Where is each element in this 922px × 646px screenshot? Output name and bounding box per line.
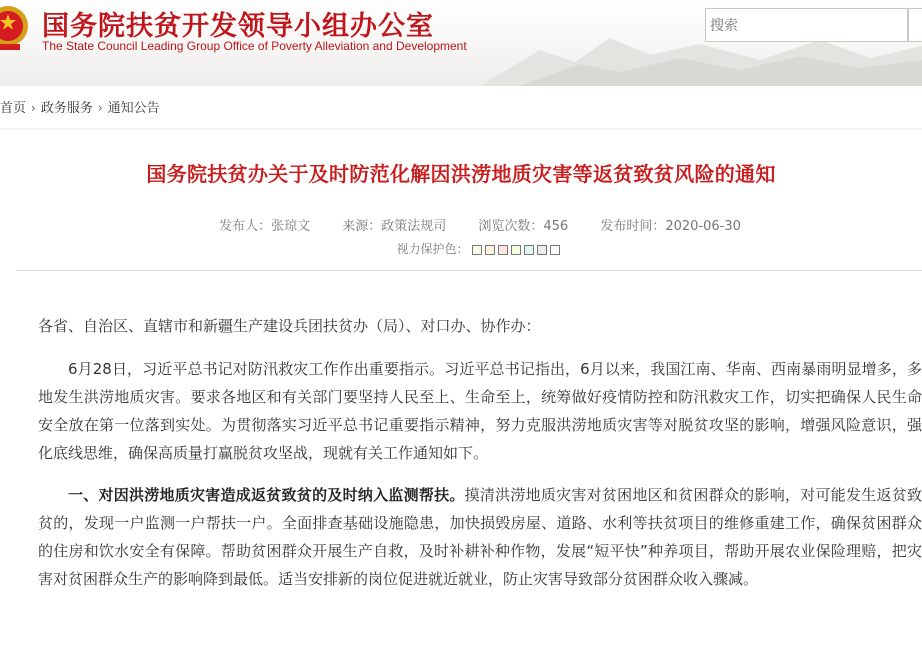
salutation: 各省、自治区、直辖市和新疆生产建设兵团扶贫办（局）、对口办、协作办： — [38, 317, 541, 335]
color-swatch-2[interactable] — [485, 245, 495, 255]
breadcrumb-separator: › — [97, 101, 103, 115]
breadcrumb-home[interactable]: 首页 — [0, 101, 27, 116]
breadcrumb — [0, 97, 160, 117]
breadcrumb-services[interactable]: 政务服务 — [40, 101, 93, 116]
search-button[interactable] — [908, 8, 922, 42]
eye-protection-bar — [0, 240, 922, 257]
site-header — [0, 0, 922, 86]
color-swatch-3[interactable] — [498, 245, 508, 255]
meta-publisher: 发布人：张琼文 — [219, 219, 311, 234]
meta-views: 浏览次数：456 — [478, 219, 569, 234]
search-input[interactable] — [705, 8, 908, 42]
site-title[interactable]: 国务院扶贫开发领导小组办公室 — [42, 11, 434, 42]
article-meta — [0, 215, 922, 234]
article-body — [38, 312, 922, 607]
paragraph-1: 6月28日，习近平总书记对防汛救灾工作作出重要指示。习近平总书记指出，6月以来，我国江南、华南、西南暴雨明显增多，多地发生洪涝地质灾害。要求各地区和有关部门要坚持人民至上、生命至上，统筹做好疫情防控和防汛救灾工作，切实把确保人民生命安全放在第一位落到实处。为贯彻落实习近平总书记重要指示精神，努力克服洪涝地质灾害等对脱贫攻坚的影响，增强风险意识，强化底线思维，确保高质量打赢脱贫攻坚战，现就有关工作通知如下。 — [38, 360, 922, 462]
national-emblem-icon — [0, 2, 30, 54]
color-swatches — [469, 242, 560, 256]
color-swatch-1[interactable] — [472, 245, 482, 255]
color-swatch-6[interactable] — [537, 245, 547, 255]
eye-protection-label: 视力保护色： — [396, 242, 469, 256]
paragraph-2-text: 摸清洪涝地质灾害对贫困地区和贫困群众的影响，对可能发生返贫致贫的，发现一户监测一户帮扶一户。全面排查基础设施隐患，加快损毁房屋、道路、水利等扶贫项目的维修重建工作，确保贫困群众的住房和饮水安全有保障。帮助贫困群众开展生产自救，及时补耕补种作物，发展“短平快”种养项目，帮助开展农业保险理赔，把灾害对贫困群众生产的影响降到最低。适当安排新的岗位促进就近就业，防止灾害导致部分贫困群众收入骤减。 — [38, 486, 922, 588]
article-title: 国务院扶贫办关于及时防范化解因洪涝地质灾害等返贫致贫风险的通知 — [146, 162, 776, 186]
color-swatch-5[interactable] — [524, 245, 534, 255]
article-divider — [16, 270, 922, 271]
meta-date: 发布时间：2020-06-30 — [600, 219, 741, 234]
breadcrumb-notices[interactable]: 通知公告 — [107, 101, 160, 116]
breadcrumb-divider — [0, 128, 922, 130]
site-subtitle: The State Council Leading Group Office of Poverty Alleviation and Development — [42, 39, 467, 53]
paragraph-2 — [38, 481, 922, 593]
color-swatch-7[interactable] — [550, 245, 560, 255]
breadcrumb-separator: › — [31, 101, 36, 115]
meta-source: 来源：政策法规司 — [342, 219, 447, 234]
color-swatch-4[interactable] — [511, 245, 521, 255]
paragraph-2-heading: 一、对因洪涝地质灾害造成返贫致贫的及时纳入监测帮扶。 — [68, 486, 465, 504]
